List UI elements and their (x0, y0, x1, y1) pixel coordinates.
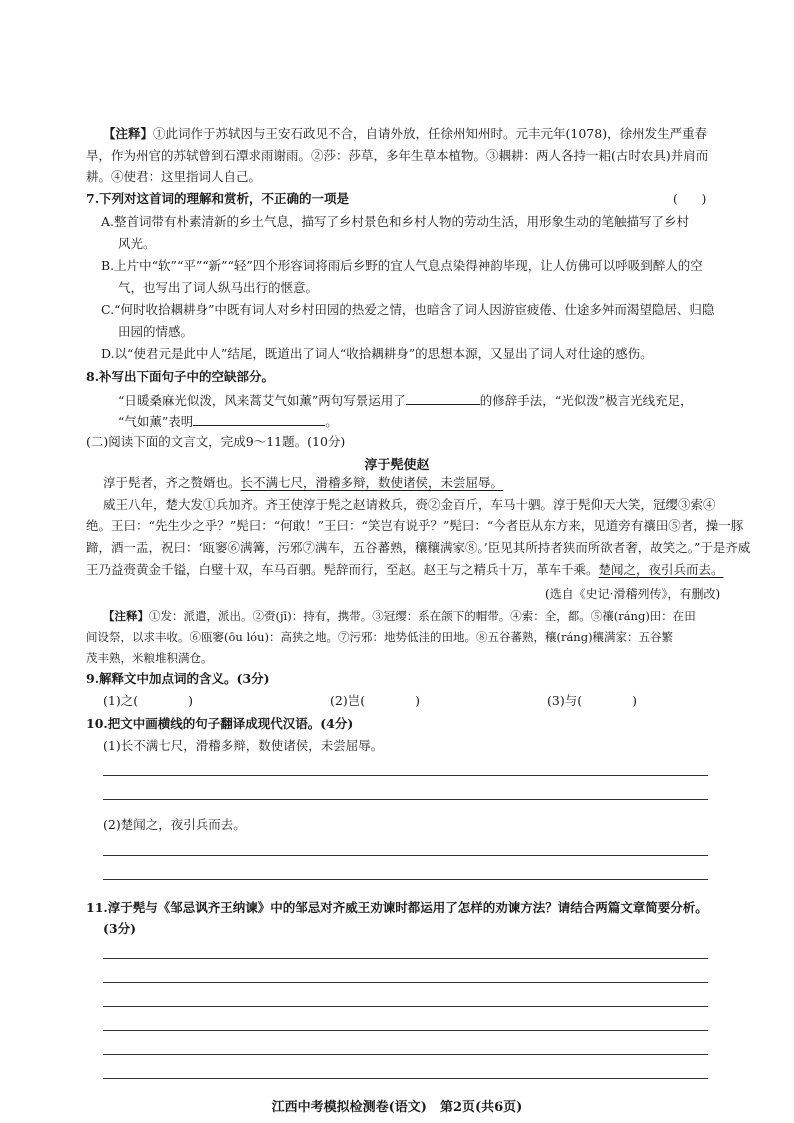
q9-item-3[interactable]: (3)与( ) (547, 693, 637, 708)
note1-line1: 【注释】①此词作于苏轼因与王安石政见不合，自请外放，任徐州知州时。元丰元年(1078)，徐州发生严重春 (103, 126, 708, 141)
q8-blank-2[interactable] (193, 413, 325, 426)
q11-stem: 11.淳于髡与《邹忌讽齐王纳谏》中的邹忌对齐威王劝谏时都运用了怎样的劝谏方法？请结合两篇文章简要分析。 (86, 900, 708, 915)
answer-line[interactable] (103, 982, 708, 983)
passage-p4: 蹄，酒一盂，祝曰：‘瓯窭⑥满篝，污邪⑦满车，五谷蕃熟，穰穰满家⑧。’臣见其所持者狭而所欲者奢，故笑之。”于是齐威 (86, 540, 751, 555)
underlined-sentence-2: 楚闻之，夜引兵而去。 (598, 562, 724, 577)
q7-option-c-cont: 田园的情感。 (118, 324, 194, 339)
q10-sentence-1: (1)长不满七尺，滑稽多辩，数使诸侯，未尝屈辱。 (103, 738, 384, 753)
q8-line1: “日暖桑麻光似泼，风来蒿艾气如薰”两句写景运用了 的修辞手法，“光似泼”极言光线充足， (118, 393, 693, 408)
answer-line[interactable] (103, 1078, 708, 1079)
q11-score: (3分) (103, 921, 137, 936)
section-two-intro: (二)阅读下面的文言文，完成9～11题。(10分) (86, 434, 346, 449)
q8-stem: 8.补写出下面句子中的空缺部分。 (86, 369, 275, 384)
passage-title: 淳于髡使赵 (364, 458, 430, 473)
answer-line[interactable] (103, 1030, 708, 1031)
q7-stem: 7.下列对这首词的理解和赏析，不正确的一项是 (86, 191, 350, 206)
answer-line[interactable] (103, 879, 708, 880)
passage-p2: 威王八年，楚大发①兵加齐。齐王使淳于髡之赵请救兵，赍②金百斤，车马十驷。淳于髡仰天大笑，冠缨③索④ (103, 497, 716, 512)
q7-answer-bracket[interactable]: ( ) (673, 192, 707, 206)
q7-option-a-cont: 风光。 (118, 236, 156, 251)
answer-line[interactable] (103, 1006, 708, 1007)
q7-option-a: A.整首词带有朴素清新的乡土气息，描写了乡村景色和乡村人物的劳动生活，用形象生动的笔触描写了乡村 (101, 214, 690, 229)
note2-line1: 【注释】①发：派遣，派出。②赍(jī)：持有，携带。③冠缨：系在颌下的帽带。④索：全，都。⑤禳(ráng)田：在田 (103, 609, 696, 623)
page-footer: 江西中考模拟检测卷(语文) 第2页(共6页) (271, 1100, 523, 1115)
note-label: 【注释】 (103, 126, 154, 141)
q7-option-c: C.“何时收拾耦耕身”中既有词人对乡村田园的热爱之情，也暗含了词人因游宦疲倦、仕途多舛而渴望隐居、归隐 (101, 302, 715, 317)
q10-sentence-2: (2)楚闻之，夜引兵而去。 (103, 817, 246, 832)
passage-p5: 王乃益赍黄金千镒，白璧十双，车马百驷。髡辞而行，至赵。赵王与之精兵十万，革车千乘。楚闻之，夜引兵而去。 (86, 562, 724, 577)
answer-line[interactable] (103, 799, 708, 800)
q7-option-d: D.以“使君元是此中人”结尾，既道出了词人“收拾耦耕身”的思想本源，又显出了词人对仕途的感伤。 (101, 346, 653, 361)
passage-source: (选自《史记·滑稽列传》，有删改) (545, 587, 721, 601)
note1-line2: 旱，作为州官的苏轼曾到石潭求雨谢雨。②莎：莎草，多年生草本植物。③耦耕：两人各持一耜(古时农具)并肩而 (86, 148, 709, 163)
q7-option-b-cont: 气，也写出了词人纵马出行的惬意。 (118, 280, 319, 295)
q9-item-2[interactable]: (2)岂( ) (330, 693, 420, 708)
underlined-sentence-1: 长不满七尺，滑稽多辩，数使诸侯，未尝屈辱。 (240, 475, 504, 490)
q9-stem: 9.解释文中加点词的含义。(3分) (86, 671, 270, 686)
answer-line[interactable] (103, 958, 708, 959)
q8-blank-1[interactable] (406, 392, 480, 405)
note2-line2: 间设祭，以求丰收。⑥瓯窭(ōu lóu)：高狭之地。⑦污邪：地势低洼的田地。⑧五谷蕃熟，穰(ráng)穰满家：五谷繁 (86, 630, 674, 644)
answer-line[interactable] (103, 1054, 708, 1055)
q10-stem: 10.把文中画横线的句子翻译成现代汉语。(4分) (86, 716, 354, 731)
answer-line[interactable] (103, 775, 708, 776)
passage-p3: 绝。王曰：“先生少之乎？”髡曰：“何敢！”王曰：“笑岂有说乎？”髡曰：“今者臣从东方来，见道旁有禳田⑤者，操一豚 (86, 518, 744, 533)
q7-option-b: B.上片中“软”“平”“新”“轻”四个形容词将雨后乡野的宜人气息点染得神韵毕现，让人仿佛可以呼吸到醉人的空 (101, 258, 703, 273)
passage-p1: 淳于髡者，齐之赘婿也。长不满七尺，滑稽多辩，数使诸侯，未尝屈辱。 (103, 475, 504, 490)
answer-line[interactable] (103, 855, 708, 856)
note2-line3: 茂丰熟，米粮堆积满仓。 (86, 651, 213, 665)
note1-line3: 耕。④使君：这里指词人自己。 (86, 169, 262, 184)
q9-item-1[interactable]: (1)之( ) (103, 693, 193, 708)
q8-line2: “气如薰”表明 。 (118, 414, 338, 429)
